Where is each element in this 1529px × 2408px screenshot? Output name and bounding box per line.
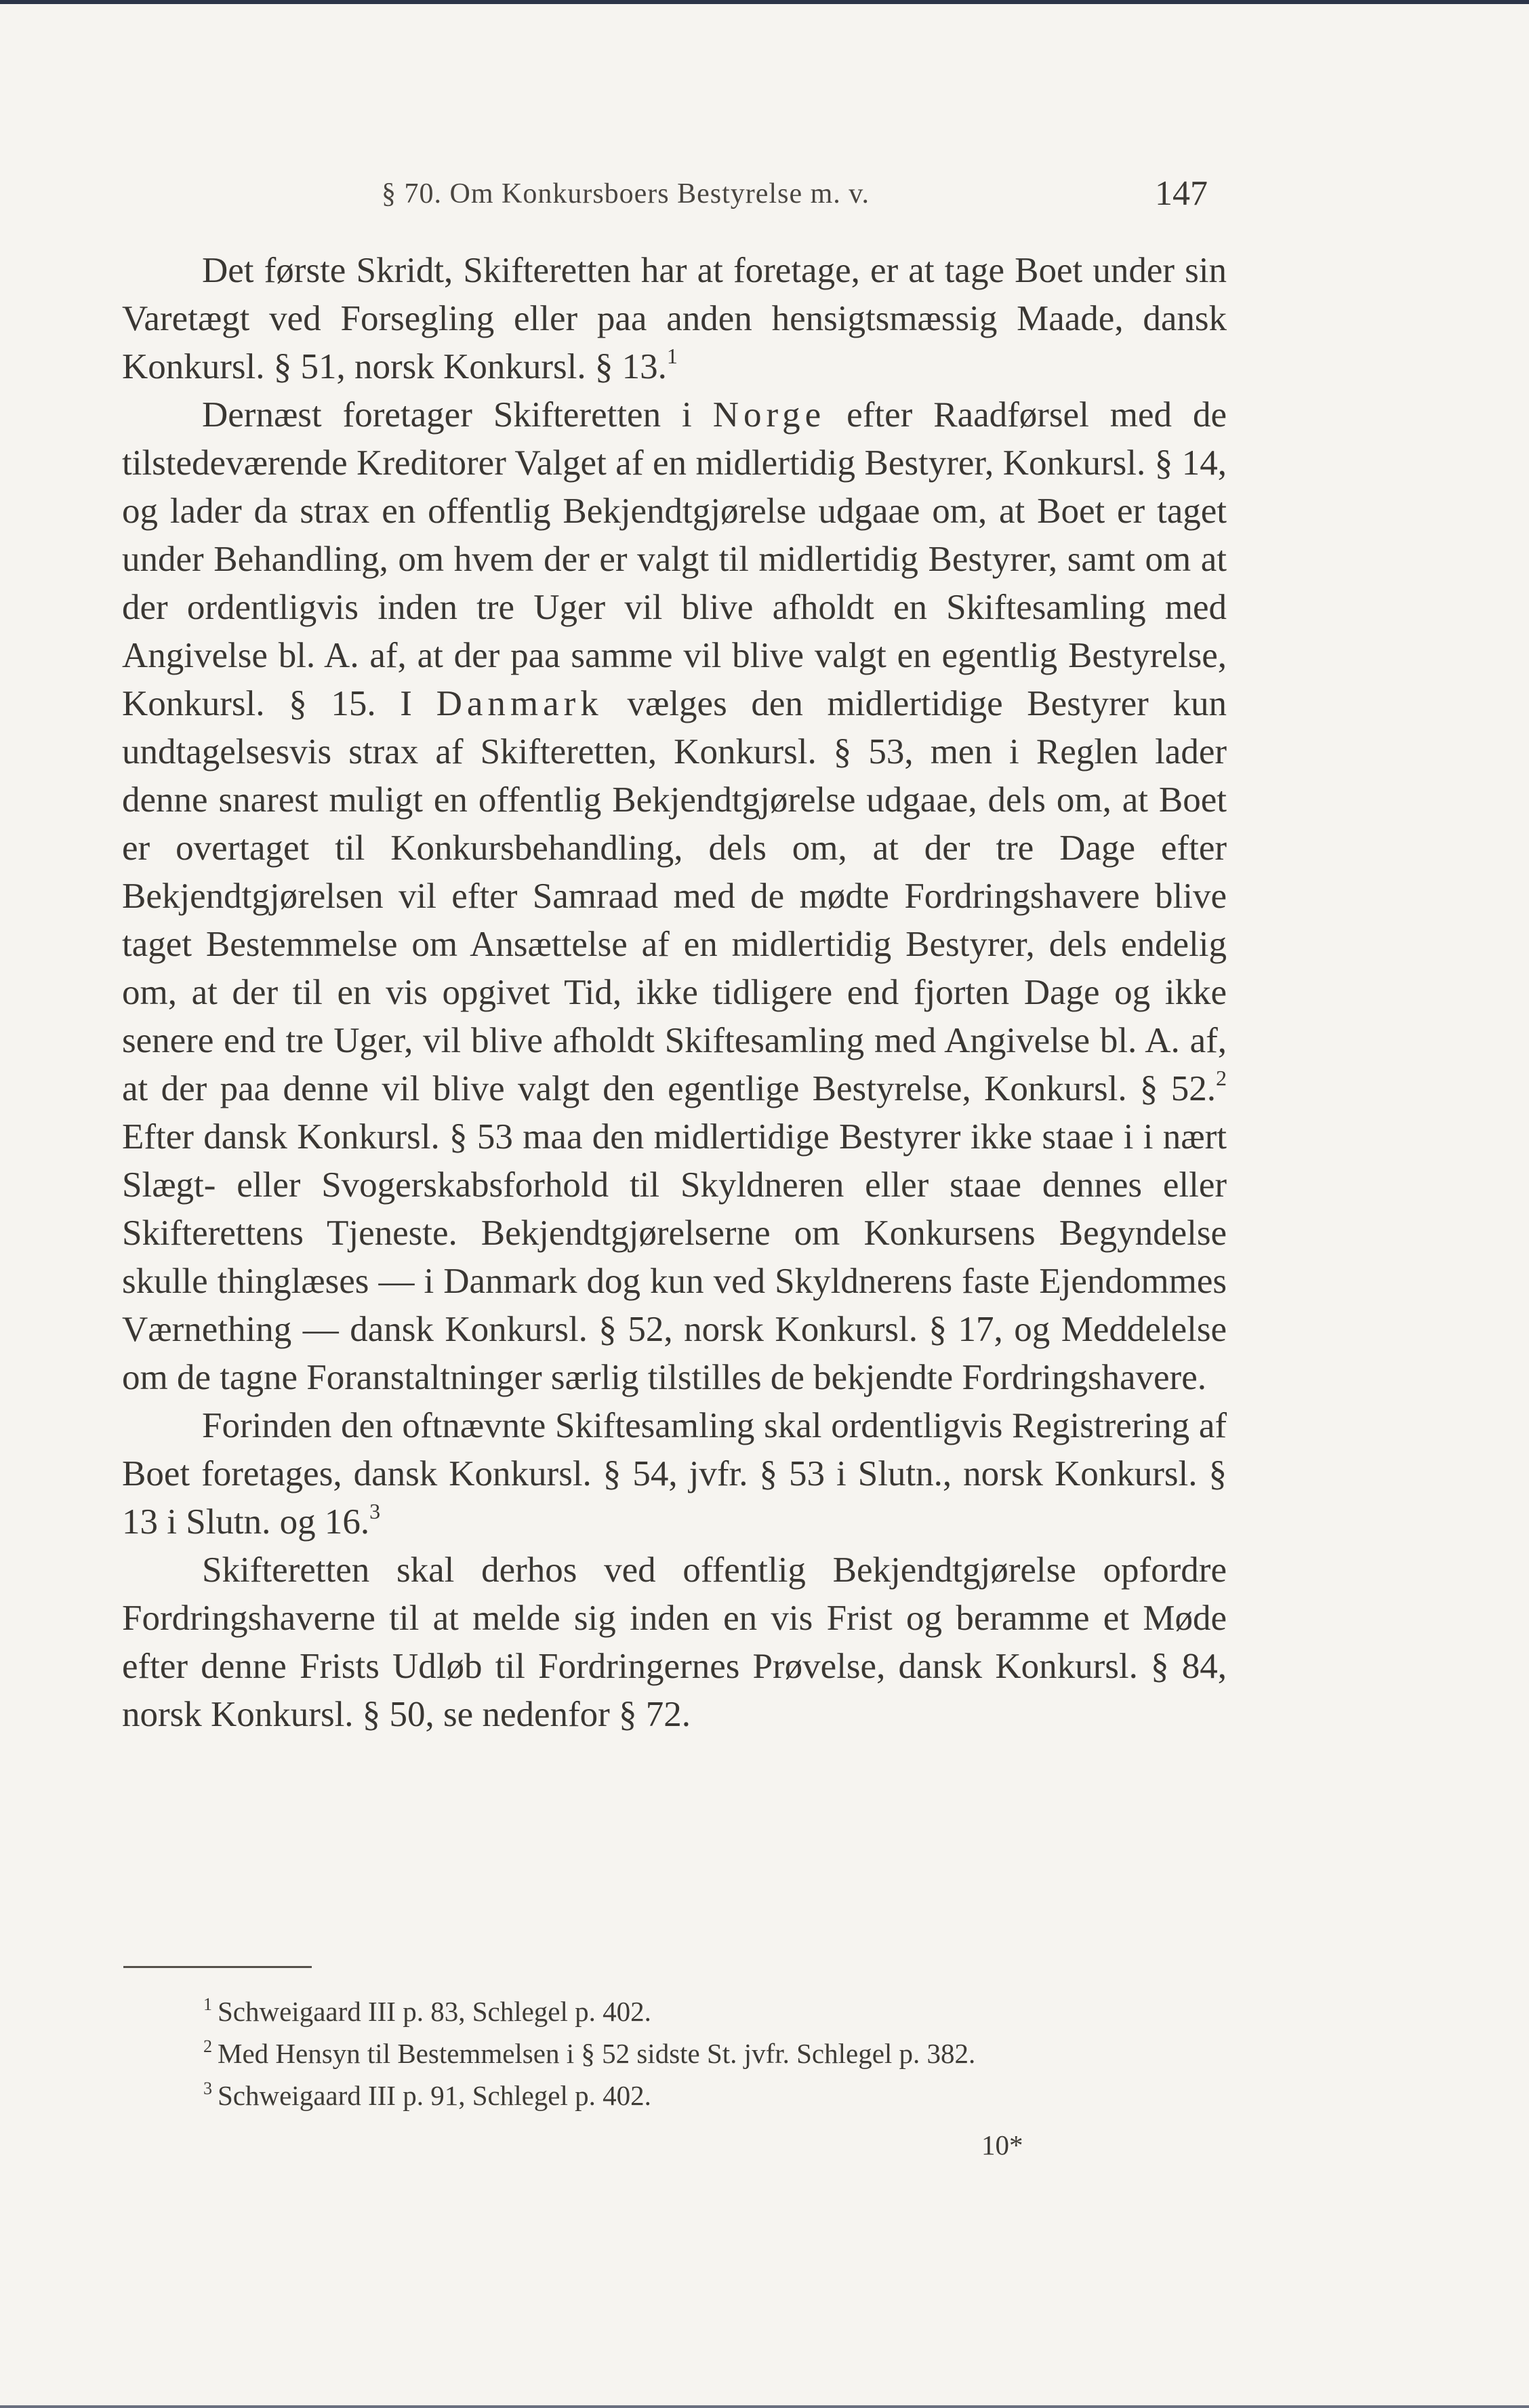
spaced-word-norge: Norge <box>712 395 826 435</box>
paragraph-2-text-b: efter Raadførsel med de tilstedeværende Kreditorer Valget af en midlertidig Bestyrer, Konkursl. § 14, og lader da strax en offentlig Bekjendtgjørelse udgaae om, at Boet er taget under Behandling, om hvem der er valgt til midlertidig Bestyrer, samt om at der ordentligvis inden tre Uger vil blive afholdt en Skiftesamling med Angivelse bl. A. af, at der paa samme vil blive valgt en egentlig Bestyrelse, Konkursl. § 15. I <box>122 395 1227 723</box>
spaced-word-danmark: Danmark <box>436 684 603 723</box>
paragraph-4-text: Skifteretten skal derhos ved offentlig Bekjendtgjørelse opfordre Fordringshaverne til at melde sig inden en vis Frist og beramme et Møde efter denne Frists Udløb til Fordringernes Prøvelse, dansk Konkursl. § 84, norsk Konkursl. § 50, se nedenfor § 72. <box>122 1550 1227 1734</box>
paragraph-2 <box>122 391 1227 1402</box>
footnote-2 <box>122 2032 1227 2074</box>
paragraph-2-text-d: Efter dansk Konkursl. § 53 maa den midlertidige Bestyrer ikke staae i i nært Slægt- eller Svogerskabsforhold til Skyldneren eller staae dennes eller Skifterettens Tjeneste. Bekjendtgjørelserne om Konkursens Begyndelse skulle thinglæses — i Danmark dog kun ved Skyldnerens faste Ejendommes Værnething — dansk Konkursl. § 52, norsk Konkursl. § 17, og Meddelelse om de tagne Foranstaltninger særlig tilstilles de bekjendte Fordringshavere. <box>122 1117 1227 1397</box>
footnote-mark: 2 <box>203 2036 212 2056</box>
running-head <box>122 168 1227 222</box>
paragraph-2-text-c: vælges den midlertidige Bestyrer kun undtagelsesvis strax af Skifteretten, Konkursl. § 53, men i Reglen lader denne snarest muligt en offentlig Bekjendtgjørelse udgaae, dels om, at Boet er overtaget til Konkursbehandling, dels om, at der tre Dage efter Bekjendtgjørelsen vil efter Samraad med de mødte Fordringshavere blive taget Bestemmelse om Ansættelse af en midlertidig Bestyrer, dels endelig om, at der til en vis opgivet Tid, ikke tidligere end fjorten Dage og ikke senere end tre Uger, vil blive afholdt Skiftesamling med Angivelse bl. A. af, at der paa denne vil blive valgt den egentlige Bestyrelse, Konkursl. § 52. <box>122 684 1227 1108</box>
footnote-mark: 3 <box>203 2079 212 2098</box>
footnote-mark: 1 <box>203 1994 212 2014</box>
footnote-1 <box>122 1990 1227 2032</box>
footnote-ref-3: 3 <box>369 1499 381 1523</box>
footnote-rule <box>123 1966 312 1968</box>
page-top-edge <box>0 0 1529 4</box>
paragraph-3 <box>122 1402 1227 1546</box>
footnote-text: Schweigaard III p. 83, Schlegel p. 402. <box>218 1996 651 2027</box>
footnote-text: Schweigaard III p. 91, Schlegel p. 402. <box>218 2080 651 2111</box>
paragraph-1-text: Det første Skridt, Skifteretten har at foretage, er at tage Boet under sin Varetægt ved Forsegling eller paa anden hensigtsmæssig Maade, dansk Konkursl. § 51, norsk Konkursl. § 13. <box>122 251 1227 386</box>
paragraph-2-text-a: Dernæst foretager Skifteretten i <box>202 395 713 435</box>
page-bottom-edge <box>0 2405 1529 2408</box>
footnote-ref-2: 2 <box>1216 1066 1227 1090</box>
footnote-text: Med Hensyn til Bestemmelsen i § 52 sidste St. jvfr. Schlegel p. 382. <box>218 2038 976 2069</box>
paragraph-1 <box>122 247 1227 391</box>
section-heading: § 70. Om Konkursboers Bestyrelse m. v. <box>382 178 870 209</box>
footnote-3 <box>122 2074 1227 2116</box>
signature-mark: 10* <box>981 2129 1023 2161</box>
paragraph-4 <box>122 1546 1227 1739</box>
page-number: 147 <box>1155 174 1208 213</box>
footnotes <box>122 1990 1227 2116</box>
footnote-ref-1: 1 <box>666 344 678 368</box>
body-text <box>122 247 1227 1739</box>
paragraph-3-text: Forinden den oftnævnte Skiftesamling skal ordentligvis Registrering af Boet foretages, dansk Konkursl. § 54, jvfr. § 53 i Slutn., norsk Konkursl. § 13 i Slutn. og 16. <box>122 1406 1227 1542</box>
